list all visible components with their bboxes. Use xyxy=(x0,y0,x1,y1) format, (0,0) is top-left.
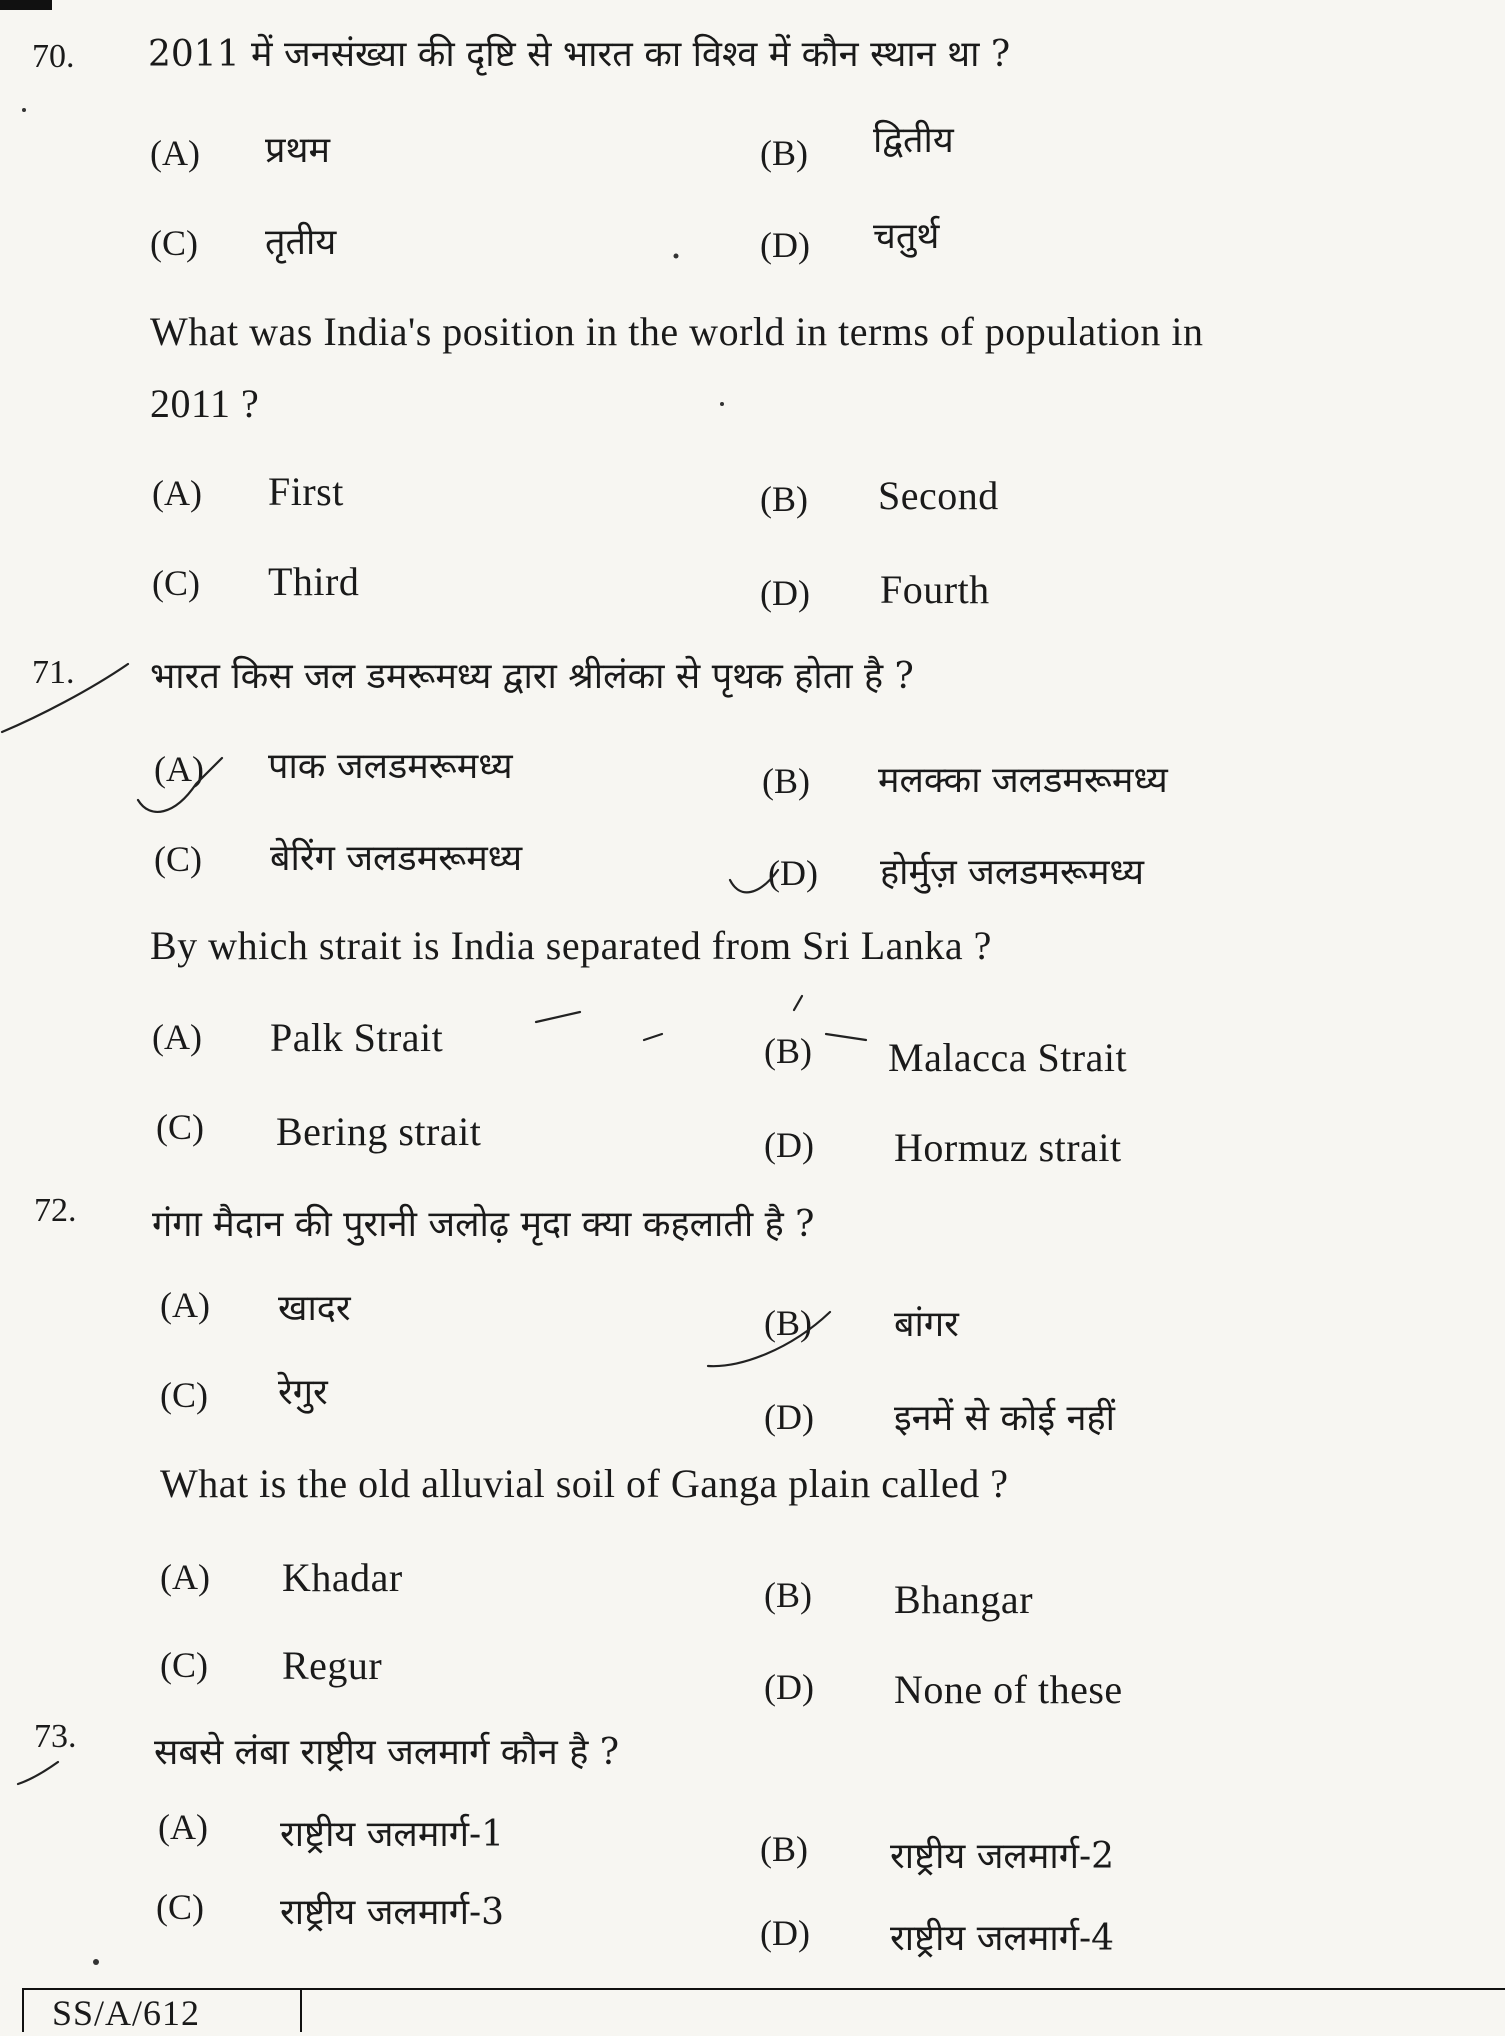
q71-en-option-b-label: (B) xyxy=(764,1031,812,1071)
q71-en-option-c-label: (C) xyxy=(156,1107,204,1147)
q70-en-option-b-label: (B) xyxy=(760,479,808,519)
q70-hi-option-b: द्वितीय xyxy=(873,120,954,161)
q71-en-option-c: Bering strait xyxy=(276,1109,482,1154)
q70-hi-option-a: प्रथम xyxy=(265,130,331,171)
q70-hi-option-d-label: (D) xyxy=(760,225,810,265)
q70-en-option-b: Second xyxy=(878,473,999,518)
q73-hi-option-a-label: (A) xyxy=(158,1807,208,1847)
question-72-hindi: गंगा मैदान की पुरानी जलोढ़ मृदा क्या कहलाती है ? xyxy=(152,1204,815,1245)
q72-hi-option-a-label: (A) xyxy=(160,1285,210,1325)
paper-code: SS/A/612 xyxy=(22,1988,302,2032)
q72-hi-option-a: खादर xyxy=(278,1288,351,1329)
q73-hi-option-b-label: (B) xyxy=(760,1829,808,1869)
question-73-number: 73. xyxy=(34,1718,77,1755)
q72-en-option-c-label: (C) xyxy=(160,1645,208,1685)
question-73-hindi: सबसे लंबा राष्ट्रीय जलमार्ग कौन है ? xyxy=(154,1732,620,1773)
question-70-english-line2: 2011 ? xyxy=(150,381,260,426)
q70-hi-option-a-label: (A) xyxy=(150,133,200,173)
q71-hi-option-d: होर्मुज़ जलडमरूमध्य xyxy=(880,852,1144,893)
q71-hi-option-d-label: (D) xyxy=(768,853,818,893)
q73-hi-option-b: राष्ट्रीय जलमार्ग-2 xyxy=(890,1836,1115,1877)
q71-en-option-b: Malacca Strait xyxy=(888,1035,1128,1080)
q72-en-option-b-label: (B) xyxy=(764,1575,812,1615)
q71-en-option-d-label: (D) xyxy=(764,1125,814,1165)
q72-en-option-d: None of these xyxy=(894,1667,1123,1712)
question-70-english-line1: What was India's position in the world in terms of population in xyxy=(150,309,1204,354)
question-71-english: By which strait is India separated from Sri Lanka ? xyxy=(150,923,992,968)
q70-hi-option-b-label: (B) xyxy=(760,133,808,173)
question-70-hindi: 2011 में जनसंख्या की दृष्टि से भारत का विश्व में कौन स्थान था ? xyxy=(148,34,1011,75)
q70-en-option-a: First xyxy=(268,469,344,514)
q72-hi-option-d-label: (D) xyxy=(764,1397,814,1437)
question-72-number: 72. xyxy=(34,1192,77,1229)
q70-hi-option-d: चतुर्थ xyxy=(873,216,940,257)
q71-en-option-a-label: (A) xyxy=(152,1017,202,1057)
q70-en-option-a-label: (A) xyxy=(152,473,202,513)
q72-en-option-c: Regur xyxy=(282,1643,383,1688)
q72-en-option-d-label: (D) xyxy=(764,1667,814,1707)
q70-en-option-d: Fourth xyxy=(880,567,990,612)
q73-hi-option-a: राष्ट्रीय जलमार्ग-1 xyxy=(280,1814,505,1855)
q71-hi-option-a-label: (A) xyxy=(154,749,204,789)
q71-hi-option-b: मलक्का जलडमरूमध्य xyxy=(878,760,1168,801)
q73-hi-option-c: राष्ट्रीय जलमार्ग-3 xyxy=(280,1892,505,1933)
q72-hi-option-b-label: (B) xyxy=(764,1303,812,1343)
q71-en-option-a: Palk Strait xyxy=(270,1015,444,1060)
q72-hi-option-d: इनमें से कोई नहीं xyxy=(894,1398,1115,1439)
q72-en-option-a: Khadar xyxy=(282,1555,403,1600)
q71-hi-option-c-label: (C) xyxy=(154,839,202,879)
question-71-hindi: भारत किस जल डमरूमध्य द्वारा श्रीलंका से पृथक होता है ? xyxy=(150,656,914,697)
question-70-number: 70. xyxy=(32,38,75,75)
q72-hi-option-c: रेगुर xyxy=(278,1372,328,1413)
q70-hi-option-c-label: (C) xyxy=(150,223,198,263)
footer-rule xyxy=(300,1988,1505,1990)
q73-hi-option-c-label: (C) xyxy=(156,1887,204,1927)
q71-hi-option-b-label: (B) xyxy=(762,761,810,801)
question-72-english: What is the old alluvial soil of Ganga plain called ? xyxy=(160,1461,1009,1506)
q73-hi-option-d-label: (D) xyxy=(760,1913,810,1953)
q71-hi-option-a: पाक जलडमरूमध्य xyxy=(268,746,513,787)
q70-en-option-c: Third xyxy=(268,559,360,604)
q72-hi-option-c-label: (C) xyxy=(160,1375,208,1415)
q72-hi-option-b: बांगर xyxy=(894,1304,959,1345)
q71-en-option-d: Hormuz strait xyxy=(894,1125,1122,1170)
q70-en-option-d-label: (D) xyxy=(760,573,810,613)
corner-mark xyxy=(0,0,52,10)
q73-hi-option-d: राष्ट्रीय जलमार्ग-4 xyxy=(890,1918,1115,1959)
q70-en-option-c-label: (C) xyxy=(152,563,200,603)
q72-en-option-b: Bhangar xyxy=(894,1577,1034,1622)
q70-hi-option-c: तृतीय xyxy=(265,222,337,263)
q72-en-option-a-label: (A) xyxy=(160,1557,210,1597)
q71-hi-option-c: बेरिंग जलडमरूमध्य xyxy=(270,838,523,879)
question-71-number: 71. xyxy=(32,654,75,691)
